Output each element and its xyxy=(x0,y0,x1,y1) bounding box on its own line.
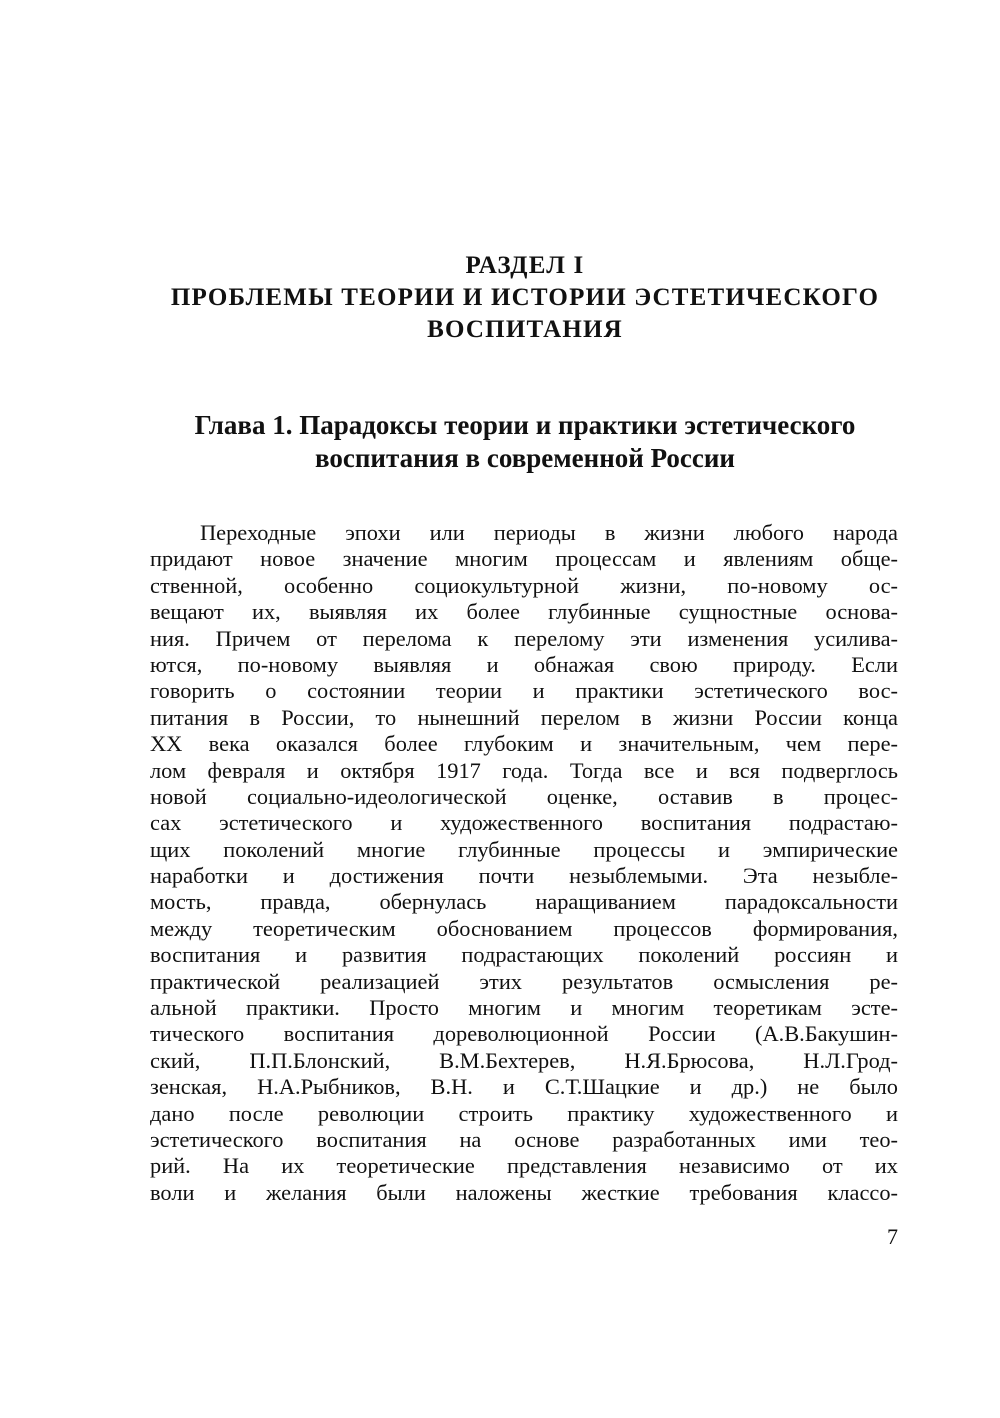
text-line: говорить о состоянии теории и практики эстетического вос- xyxy=(150,678,898,704)
chapter-heading xyxy=(150,409,900,475)
section-number: РАЗДЕЛ I xyxy=(465,252,585,279)
text-line: практической реализацией этих результатов осмысления ре- xyxy=(150,968,898,994)
text-line: новой социально-идеологической оценке, оставив в процес- xyxy=(150,783,898,809)
text-line: мость, правда, обернулась наращиванием парадоксальности xyxy=(150,889,898,915)
text-line: XX века оказался более глубоким и значительным, чем пере- xyxy=(150,731,898,757)
text-line: щих поколений многие глубинные процессы и эмпирические xyxy=(150,836,898,862)
text-line: зенская, Н.А.Рыбников, В.Н. и С.Т.Шацкие и др.) не было xyxy=(150,1074,898,1100)
text-line: питания в России, то нынешний перелом в жизни России конца xyxy=(150,704,898,730)
chapter-title-line: воспитания в современной России xyxy=(315,443,735,473)
text-line: ются, по-новому выявляя и обнажая свою природу. Если xyxy=(150,651,898,677)
text-line: ственной, особенно социокультурной жизни, по-новому ос- xyxy=(150,572,898,598)
section-title-line: ВОСПИТАНИЯ xyxy=(427,316,623,343)
section-heading xyxy=(150,250,900,346)
text-line: наработки и достижения почти незыблемыми. Эта незыбле- xyxy=(150,863,898,889)
text-line: дано после революции строить практику художественного и xyxy=(150,1100,898,1126)
text-line: воспитания и развития подрастающих поколений россиян и xyxy=(150,942,898,968)
text-line: сах эстетического и художественного воспитания подрастаю- xyxy=(150,810,898,836)
text-line: тического воспитания дореволюционной России (А.В.Бакушин- xyxy=(150,1021,898,1047)
body-paragraph xyxy=(150,520,898,1206)
text-line: лом февраля и октября 1917 года. Тогда все и вся подверглось xyxy=(150,757,898,783)
text-line: рий. На их теоретические представления независимо от их xyxy=(150,1153,898,1179)
text-line: ский, П.П.Блонский, В.М.Бехтерев, Н.Я.Брюсова, Н.Л.Грод- xyxy=(150,1047,898,1073)
text-line: вещают их, выявляя их более глубинные сущностные основа- xyxy=(150,599,898,625)
text-line: ния. Причем от перелома к перелому эти изменения усилива- xyxy=(150,625,898,651)
chapter-title-line: Глава 1. Парадоксы теории и практики эстетического xyxy=(194,410,856,440)
text-line: между теоретическим обоснованием процессов формирования, xyxy=(150,915,898,941)
text-line: воли и желания были наложены жесткие требования классо- xyxy=(150,1179,898,1205)
page-number: 7 xyxy=(887,1224,898,1249)
section-title-line: ПРОБЛЕМЫ ТЕОРИИ И ИСТОРИИ ЭСТЕТИЧЕСКОГО xyxy=(170,284,880,311)
text-line: Переходные эпохи или периоды в жизни любого народа xyxy=(200,520,898,545)
text-line: альной практики. Просто многим и многим теоретикам эсте- xyxy=(150,995,898,1021)
text-line: эстетического воспитания на основе разработанных ими тео- xyxy=(150,1126,898,1152)
text-line: придают новое значение многим процессам и явлениям обще- xyxy=(150,546,898,572)
